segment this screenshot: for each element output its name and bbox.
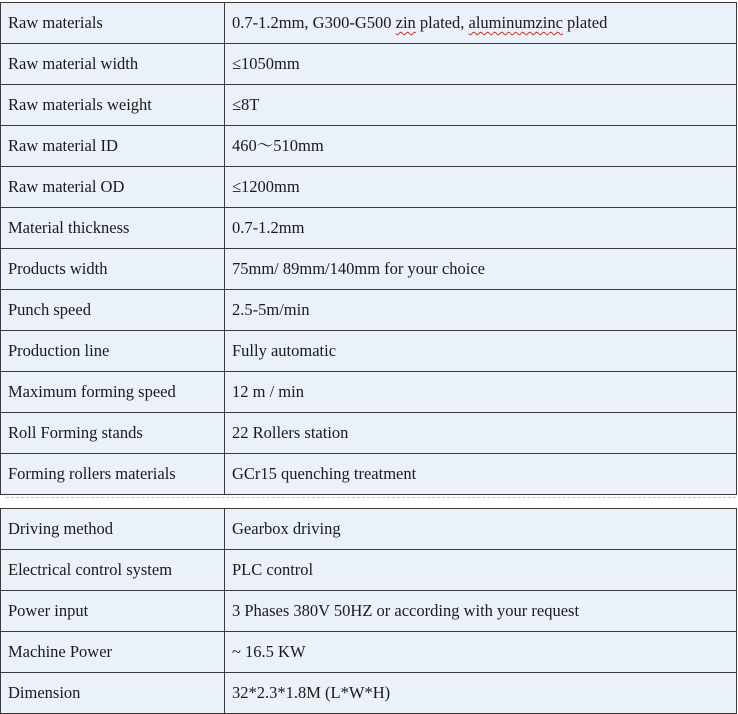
value-text: plated <box>562 13 608 32</box>
row-value: 2.5-5m/min <box>225 290 737 331</box>
value-text: plated, <box>415 13 469 32</box>
row-label: Raw material OD <box>1 167 225 208</box>
row-value: 0.7-1.2mm <box>225 208 737 249</box>
row-value: ≤8T <box>225 85 737 126</box>
row-value: PLC control <box>225 550 737 591</box>
row-label: Production line <box>1 331 225 372</box>
table-row <box>1 85 737 126</box>
row-label: Machine Power <box>1 632 225 673</box>
table-row <box>1 331 737 372</box>
table-row <box>1 591 737 632</box>
row-label: Driving method <box>1 509 225 550</box>
page-break-divider <box>6 497 736 498</box>
table-row <box>1 208 737 249</box>
table-row <box>1 126 737 167</box>
row-value: GCr15 quenching treatment <box>225 454 737 495</box>
specification-table-top <box>0 2 737 495</box>
row-value: 22 Rollers station <box>225 413 737 454</box>
row-label: Raw materials weight <box>1 85 225 126</box>
row-label: Dimension <box>1 673 225 714</box>
table-row <box>1 44 737 85</box>
row-value: ≤1050mm <box>225 44 737 85</box>
row-label: Punch speed <box>1 290 225 331</box>
row-value: ≤1200mm <box>225 167 737 208</box>
spellcheck-word: aluminumzinc <box>468 13 563 32</box>
table-row <box>1 550 737 591</box>
row-value: 75mm/ 89mm/140mm for your choice <box>225 249 737 290</box>
row-label: Electrical control system <box>1 550 225 591</box>
spellcheck-word: zin <box>395 13 416 32</box>
table-row <box>1 413 737 454</box>
row-value <box>225 3 737 44</box>
table-row <box>1 509 737 550</box>
table-row <box>1 249 737 290</box>
row-value: 32*2.3*1.8M (L*W*H) <box>225 673 737 714</box>
table-row <box>1 372 737 413</box>
row-value: Gearbox driving <box>225 509 737 550</box>
specification-table-bottom <box>0 508 737 714</box>
row-label: Forming rollers materials <box>1 454 225 495</box>
row-label: Raw materials <box>1 3 225 44</box>
row-label: Raw material width <box>1 44 225 85</box>
row-label: Products width <box>1 249 225 290</box>
value-text: 0.7-1.2mm, G300-G500 <box>232 13 396 32</box>
table-row <box>1 290 737 331</box>
table-row <box>1 167 737 208</box>
row-value: 12 m / min <box>225 372 737 413</box>
row-label: Maximum forming speed <box>1 372 225 413</box>
row-value: Fully automatic <box>225 331 737 372</box>
row-value: 460～510mm <box>225 126 737 167</box>
row-label: Material thickness <box>1 208 225 249</box>
row-label: Raw material ID <box>1 126 225 167</box>
row-label: Roll Forming stands <box>1 413 225 454</box>
row-label: Power input <box>1 591 225 632</box>
row-value: ~ 16.5 KW <box>225 632 737 673</box>
table-row <box>1 632 737 673</box>
table-row <box>1 3 737 44</box>
table-row <box>1 454 737 495</box>
table-row <box>1 673 737 714</box>
row-value: 3 Phases 380V 50HZ or according with your request <box>225 591 737 632</box>
